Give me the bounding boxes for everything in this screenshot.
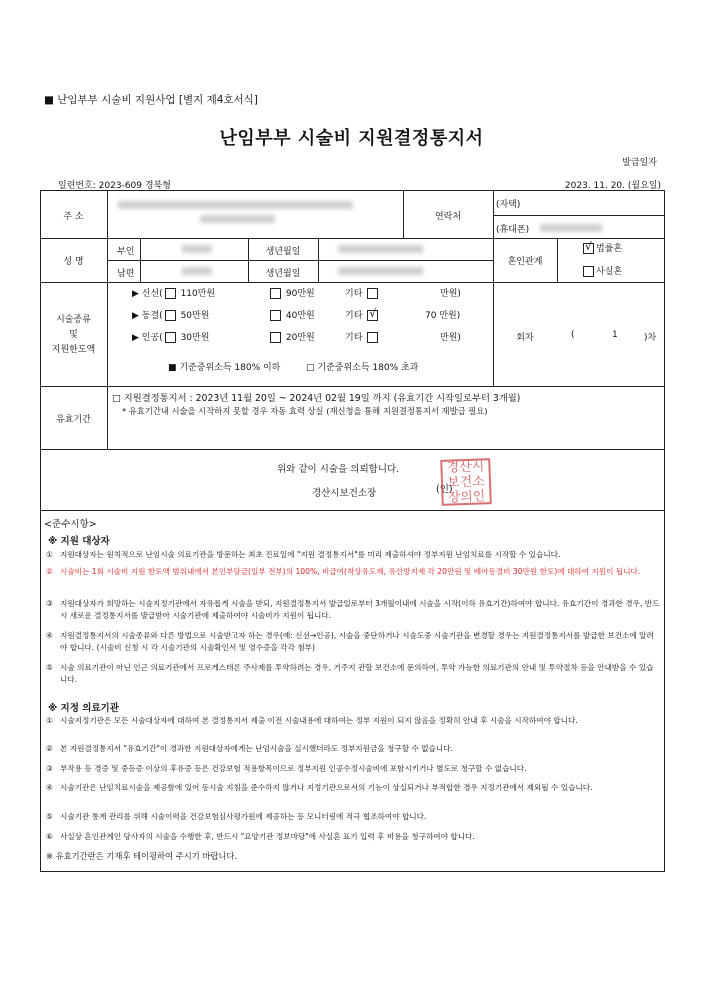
row-divider	[40, 238, 665, 239]
procedure-label-line: 지원한도액	[51, 345, 96, 355]
serial-number: 일련번호: 2023-609 경북형	[58, 181, 171, 191]
name-label: 성 명	[63, 257, 84, 267]
fresh-high-checkbox[interactable]	[270, 288, 281, 299]
col-divider	[318, 238, 319, 282]
col-divider	[107, 190, 108, 449]
row-divider	[40, 386, 665, 387]
agency-item	[46, 763, 660, 775]
agency-item	[46, 831, 660, 843]
row-divider	[40, 282, 665, 283]
fresh-other-option	[345, 286, 380, 299]
item-number: ①	[46, 550, 53, 559]
husband-birth-label: 생년월일	[265, 269, 301, 279]
mobile-phone-label: (휴대폰)	[496, 225, 530, 235]
ai-amount-low: 30만원	[180, 333, 210, 343]
fresh-high-option	[268, 286, 315, 299]
seal-text: 경산시보건소장의인	[446, 458, 486, 506]
fresh-amount-high: 90만원	[285, 289, 315, 299]
frozen-high-checkbox[interactable]	[270, 310, 281, 321]
frozen-row	[132, 308, 209, 321]
item-number: ⑤	[46, 663, 53, 672]
target-section-title: ※ 지원 대상자	[48, 536, 110, 547]
redacted-husband-name	[182, 267, 212, 275]
redacted-address	[118, 201, 353, 209]
target-item	[46, 598, 660, 622]
income-high-option: □ 기준중위소득 180% 초과	[306, 363, 419, 373]
item-number: ③	[46, 764, 53, 773]
item-number: ④	[46, 631, 53, 640]
row-divider	[493, 215, 665, 216]
frozen-other-checkbox[interactable]	[367, 310, 378, 321]
agency-item	[46, 782, 660, 794]
official-seal	[440, 458, 492, 506]
issue-date-label: 발급일자	[622, 158, 657, 168]
validity-note: * 유효기간내 시술을 시작하지 못할 경우 자동 효력 상실 (재신청을 통해 지원결정통지서 재발급 필요)	[122, 406, 488, 416]
item-text: 시술기관 통계 관리를 위해 시술이력을 건강보험심사평가원에 제공하는 등 모니터링에 적극 협조하여야 합니다.	[60, 812, 427, 821]
item-number: ③	[46, 599, 53, 608]
validity-label: 유효기간	[56, 415, 91, 425]
other-label: 기타	[345, 333, 363, 343]
agency-section-title: ※ 지정 의료기관	[48, 703, 119, 714]
home-phone-label: (자택)	[496, 200, 521, 210]
notice-heading: <준수시항>	[44, 519, 97, 530]
item-text: 지원대상자가 희망하는 시술지정기관에서 자유롭게 시술을 받되, 지원결정통지서 발급일로부터 3개월이내에 시술을 시작(이하 유효기간)하여야 합니다. 유효기간이 경과한 경우, 반드시 새로운 결정통지서를 발급받아 시술기관에 제출하여야 시술비가 지원이 됩니다.	[60, 599, 660, 620]
target-item	[46, 630, 660, 654]
address-label: 주 소	[63, 212, 84, 222]
item-text: 시술기관은 난임치료시술을 제공함에 있어 동시술 지침을 준수하지 않거나 지정기관으로서의 기능이 상실되거나 부적합한 경우 지정기관에서 제외될 수 있습니다.	[60, 783, 593, 792]
ai-high-option	[268, 330, 315, 343]
request-text: 위와 같이 시술을 의뢰합니다.	[277, 464, 400, 475]
item-text: 사실상 혼인관계인 당사자의 시술을 수행한 후, 반드시 "요양기관 정보마당"에 사실혼 표기 입력 후 비용을 청구하여야 합니다.	[60, 832, 475, 841]
fresh-amount-low: 110만원	[180, 289, 216, 299]
row-divider	[40, 449, 665, 450]
legal-marriage-checkbox[interactable]	[583, 243, 594, 254]
ai-checkbox[interactable]	[165, 332, 176, 343]
round-open: (	[571, 330, 575, 340]
item-text: 본 지원결정통지서 "유효기간"이 경과한 지원대상자에게는 난임시술을 실시했더라도 정부지원금을 청구할 수 없습니다.	[60, 744, 453, 753]
item-number: ⑥	[46, 832, 53, 841]
target-item	[46, 662, 660, 686]
col-divider	[140, 238, 141, 282]
redacted-husband-birth	[338, 267, 423, 275]
ai-row	[132, 330, 209, 343]
item-text: 시술지정기관은 모든 시술대상자에 대하여 본 결정통지서 제출 이전 시술내용에 대하여는 정부 지원이 되지 않음을 정확히 안내 후 시술을 시작하여야 합니다.	[60, 716, 578, 725]
income-low-option: ■ 기준중위소득 180% 이하	[168, 363, 281, 373]
ai-other-amount: 만원)	[440, 333, 461, 343]
ai-other-option	[345, 330, 380, 343]
item-number: ②	[46, 567, 53, 576]
fresh-other-checkbox[interactable]	[367, 288, 378, 299]
redacted-address	[200, 215, 275, 223]
col-divider	[493, 190, 494, 386]
frozen-checkbox[interactable]	[165, 310, 176, 321]
frozen-other-amount: 70 만원)	[425, 311, 461, 321]
frozen-amount-high: 40만원	[285, 311, 315, 321]
fresh-other-amount: 만원)	[440, 289, 461, 299]
frozen-other-option	[345, 308, 380, 321]
target-item	[46, 549, 660, 561]
item-text: 부작용 등 경증 및 중등증 이상의 후유증 등은 건강보험 적용항목이므로 정부지원 인공수정시술비에 포함시키거나 별도로 청구할 수 없습니다.	[60, 764, 527, 773]
agency-item	[46, 811, 660, 823]
husband-label: 남편	[117, 269, 135, 279]
agency-item	[46, 743, 660, 755]
round-label: 회차	[516, 333, 534, 343]
wife-label: 부인	[117, 247, 135, 257]
ai-other-checkbox[interactable]	[367, 332, 378, 343]
redacted-wife-name	[182, 245, 212, 253]
frozen-high-option	[268, 308, 315, 321]
row-divider	[40, 510, 665, 511]
round-close: )차	[644, 333, 657, 343]
item-number: ②	[46, 744, 53, 753]
issuer-name: 경산시보건소장	[312, 488, 377, 499]
item-number: ④	[46, 783, 53, 792]
fresh-row	[132, 286, 215, 299]
agency-item	[46, 715, 660, 727]
defacto-marriage-checkbox[interactable]	[583, 266, 594, 277]
ai-high-checkbox[interactable]	[270, 332, 281, 343]
wife-birth-label: 생년월일	[265, 247, 301, 257]
footer-note: ※ 유효기간란은 기재후 테이핑하여 주시기 바랍니다.	[46, 851, 238, 861]
col-divider	[557, 238, 558, 282]
procedure-label	[40, 313, 107, 358]
other-label: 기타	[345, 289, 363, 299]
target-item	[46, 566, 660, 578]
item-text: 지원결정통지서의 시술종류와 다른 방법으로 시술받고자 하는 경우(예: 신선→인공), 시술을 중단하거나 시술도중 시술기관을 변경할 경우는 지원결정통지서를 발급한 보건소에 알려야 합니다. (시술비 신청 시 각 시술기관의 시술확인서 및 영수증을 각각 첨부)	[60, 631, 654, 652]
other-label: 기타	[345, 311, 363, 321]
legal-marriage-text: 법률혼	[596, 244, 623, 254]
fresh-checkbox[interactable]	[165, 288, 176, 299]
ai-label: ▶ 인공(	[132, 333, 163, 343]
fresh-label: ▶ 신선(	[132, 289, 163, 299]
contact-label: 연락처	[434, 212, 462, 222]
procedure-label-line: 시술종류	[56, 315, 91, 325]
defacto-marriage-option[interactable]	[581, 264, 622, 277]
issue-date: 2023. 11. 20. (월요일)	[564, 181, 661, 191]
frozen-amount-low: 50만원	[180, 311, 210, 321]
redacted-wife-birth	[338, 245, 423, 253]
legal-marriage-option[interactable]	[581, 241, 622, 254]
redacted-mobile	[540, 224, 602, 232]
marriage-label: 혼인관계	[507, 257, 543, 267]
validity-period: □ 지원결정통지서 : 2023년 11월 20일 ~ 2024년 02월 19일 까지 (유효기간 시작일로부터 3개월)	[112, 393, 521, 404]
document-title: 난임부부 시술비 지원결정통지서	[219, 128, 484, 149]
seal-placeholder: (인)	[436, 484, 453, 495]
item-text: 시술비는 1회 시술비 지원 한도액 범위내에서 본인부담금(일부 전부)의 100%, 비급여(착상유도제, 유산방지제 각 20만원 및 배아동결비 30만원 한도)에 대하여 지원이 됩니다.	[60, 567, 641, 576]
row-divider	[107, 260, 493, 261]
procedure-label-line: 및	[69, 330, 78, 340]
ai-amount-high: 20만원	[285, 333, 315, 343]
frozen-label: ▶ 동결(	[132, 311, 163, 321]
defacto-marriage-text: 사실혼	[596, 267, 623, 277]
item-text: 지원대상자는 원칙적으로 난임시술 의료기관을 방문하는 최초 진료일에 "지원 결정통지서"를 미리 제출하셔야 정부지원 난임치료를 시작할 수 있습니다.	[60, 550, 561, 559]
round-value: 1	[612, 330, 618, 340]
form-reference: ■ 난임부부 시술비 지원사업 [별지 제4호서식]	[44, 94, 258, 106]
item-number: ①	[46, 716, 53, 725]
item-number: ⑤	[46, 812, 53, 821]
item-text: 시술 의료기관이 아닌 인근 의료기관에서 프로게스테론 주사제를 투약하려는 경우, 거주지 관할 보건소에 문의하여, 투약 가능한 의료기관의 안내 및 투약절차 등을 안내받을 수 있습니다.	[60, 663, 654, 684]
